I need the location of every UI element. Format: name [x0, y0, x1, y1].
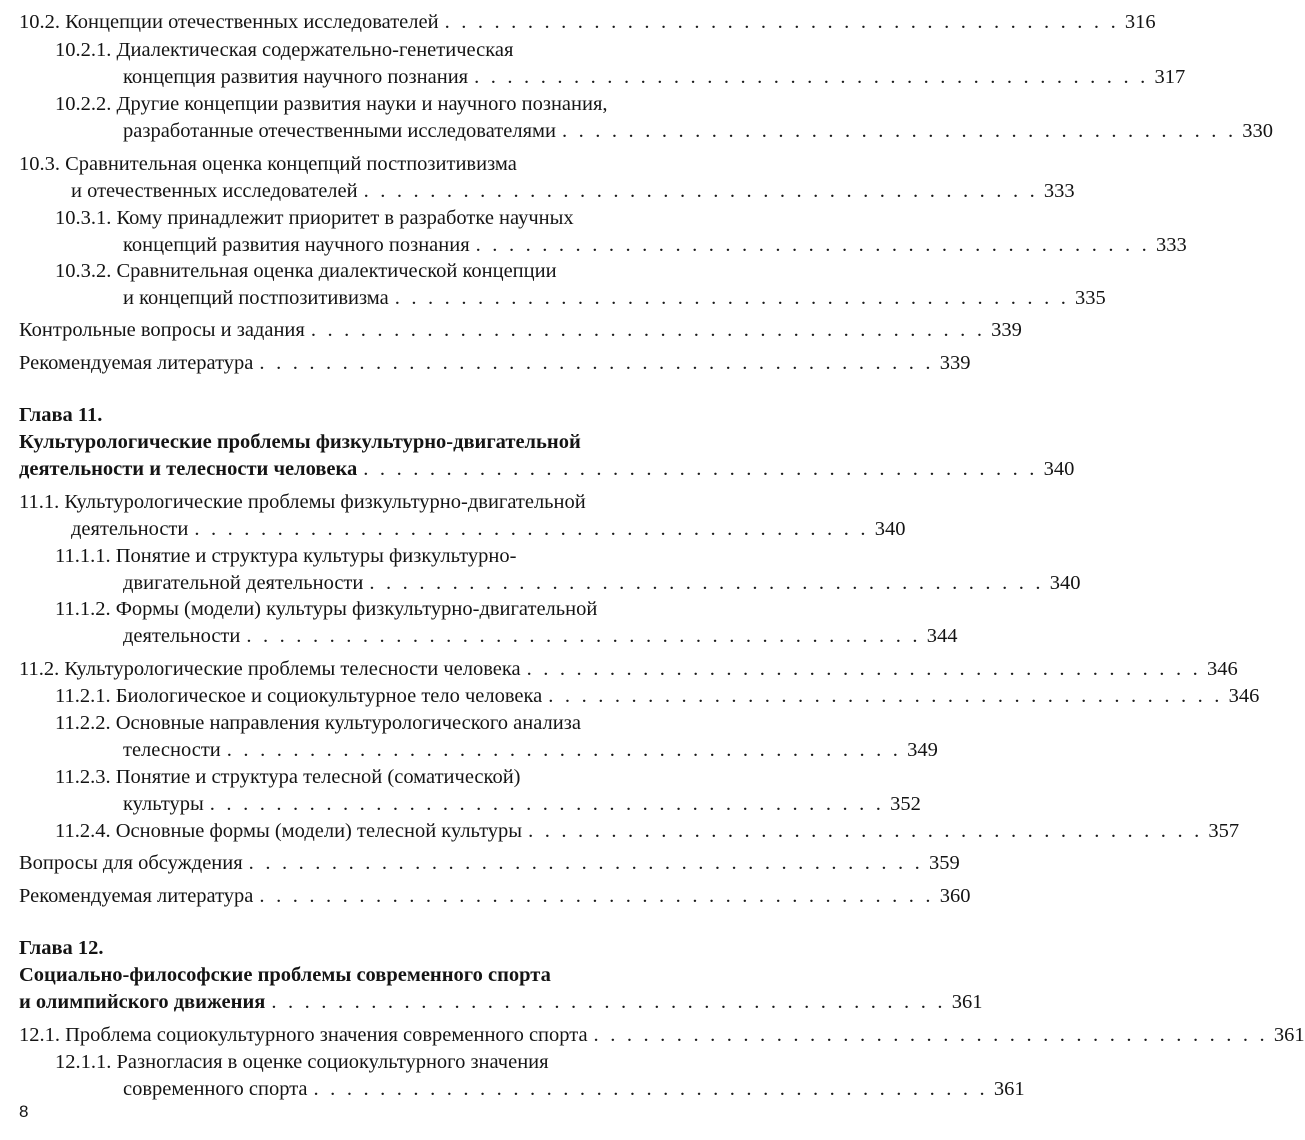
toc-entry-title: 10.2. Концепции отечественных исследователей [19, 11, 439, 33]
toc-entry-title: 11.2. Культурологические проблемы телесности человека [19, 658, 521, 680]
toc-entry-title-cont: культуры [123, 793, 204, 815]
toc-entry-literature [0, 350, 971, 377]
toc-entry-title-cont: современного спорта [123, 1078, 308, 1100]
chapter-title: Культурологические проблемы физкультурно-двигательной [19, 431, 581, 453]
toc-entry-title: 12.1.1. Разногласия в оценке социокультурного значения [55, 1051, 549, 1073]
toc-entry-11-2-2 [0, 710, 938, 764]
toc-page-number: 333 [1155, 234, 1187, 256]
toc-entry-title: Вопросы для обсуждения [19, 852, 243, 874]
dot-leader: . . . . . . . . . . . . . . . . . . . . . . . . . . . . . . . . . . . . . . . . . [248, 852, 923, 874]
toc-entry-title: 10.2.1. Диалектическая содержательно-генетическая [55, 39, 514, 61]
toc-entry-11-2-3 [0, 764, 921, 818]
toc-entry-title-cont: и отечественных исследователей [71, 180, 358, 202]
dot-leader: . . . . . . . . . . . . . . . . . . . . . . . . . . . . . . . . . . . . . . . . . [259, 352, 934, 374]
toc-entry-title-cont: концепция развития научного познания [123, 66, 469, 88]
dot-leader: . . . . . . . . . . . . . . . . . . . . . . . . . . . . . . . . . . . . . . . . . [394, 287, 1070, 309]
toc-entry-title: Контрольные вопросы и задания [19, 319, 305, 341]
toc-entry-10-3-2 [0, 258, 1106, 312]
toc-entry-discussion [0, 850, 960, 877]
toc-entry-12-1-1 [0, 1049, 1025, 1103]
toc-entry-title: 11.1. Культурологические проблемы физкультурно-двигательной [19, 491, 586, 513]
dot-leader: . . . . . . . . . . . . . . . . . . . . . . . . . . . . . . . . . . . . . . . . . [474, 66, 1149, 88]
page-number-folio: 8 [19, 1102, 29, 1121]
toc-entry-title-cont: и концепций постпозитивизма [123, 287, 389, 309]
chapter-label: Глава 12. [19, 937, 104, 959]
toc-entry-title: Рекомендуемая литература [19, 352, 254, 374]
dot-leader: . . . . . . . . . . . . . . . . . . . . . . . . . . . . . . . . . . . . . . . . . [369, 572, 1044, 594]
dot-leader: . . . . . . . . . . . . . . . . . . . . . . . . . . . . . . . . . . . . . . . . . [363, 458, 1038, 480]
toc-entry-title-cont: двигательной деятельности [123, 572, 364, 594]
dot-leader: . . . . . . . . . . . . . . . . . . . . . . . . . . . . . . . . . . . . . . . . . [548, 685, 1223, 707]
toc-page-number: 340 [1043, 458, 1075, 480]
toc-page-number: 346 [1206, 658, 1238, 680]
toc-entry-title: 10.3.1. Кому принадлежит приоритет в разработке научных [55, 207, 574, 229]
toc-page-number: 340 [1049, 572, 1081, 594]
toc-entry-10-3 [0, 151, 1075, 205]
dot-leader: . . . . . . . . . . . . . . . . . . . . . . . . . . . . . . . . . . . . . . . . . [528, 820, 1203, 842]
toc-entry-title-cont: концепций развития научного познания [123, 234, 470, 256]
toc-entry-title-cont: разработанные отечественными исследователями [123, 120, 556, 142]
toc-entry-literature-2 [0, 883, 971, 910]
toc-page-number: 330 [1242, 120, 1274, 142]
dot-leader: . . . . . . . . . . . . . . . . . . . . . . . . . . . . . . . . . . . . . . . . . [209, 793, 885, 815]
toc-entry-questions [0, 317, 1022, 344]
toc-page-number: 360 [939, 885, 971, 907]
toc-entry-10-3-1 [0, 205, 1187, 259]
toc-entry-title: 10.2.2. Другие концепции развития науки и научного познания, [55, 93, 608, 115]
toc-page-number: 346 [1228, 685, 1260, 707]
toc-entry-10-2-2 [0, 91, 1274, 145]
toc-entry-11-1-2 [0, 596, 958, 650]
toc-entry-title-cont: деятельности [71, 518, 189, 540]
dot-leader: . . . . . . . . . . . . . . . . . . . . . . . . . . . . . . . . . . . . . . . . . [246, 625, 921, 647]
toc-page-number: 349 [907, 739, 938, 761]
toc-entry-11-2-1 [0, 683, 1260, 710]
toc-entry-title: 12.1. Проблема социокультурного значения современного спорта [19, 1024, 588, 1046]
toc-entry-title: 11.1.1. Понятие и структура культуры физкультурно- [55, 545, 517, 567]
toc-entry-10-2-1 [0, 37, 1186, 91]
chapter-title-cont: деятельности и телесности человека [19, 458, 358, 480]
dot-leader: . . . . . . . . . . . . . . . . . . . . . . . . . . . . . . . . . . . . . . . . . [271, 991, 946, 1013]
toc-page-number: 335 [1075, 287, 1106, 309]
toc-page-number: 340 [874, 518, 906, 540]
chapter-label: Глава 11. [19, 404, 103, 426]
toc-page-number: 339 [939, 352, 971, 374]
chapter-title-cont: и олимпийского движения [19, 991, 266, 1013]
dot-leader: . . . . . . . . . . . . . . . . . . . . . . . . . . . . . . . . . . . . . . . . . [561, 120, 1237, 142]
toc-page-number: 339 [991, 319, 1022, 341]
toc-page-number: 357 [1208, 820, 1240, 842]
toc-entry-title-cont: деятельности [123, 625, 241, 647]
toc-entry-11-2-4 [0, 818, 1240, 845]
toc-entry-11-1-1 [0, 543, 1081, 597]
dot-leader: . . . . . . . . . . . . . . . . . . . . . . . . . . . . . . . . . . . . . . . . . [363, 180, 1038, 202]
dot-leader: . . . . . . . . . . . . . . . . . . . . . . . . . . . . . . . . . . . . . . . . . [226, 739, 902, 761]
toc-entry-title: 11.2.2. Основные направления культурологического анализа [55, 712, 581, 734]
toc-entry-title: 10.3. Сравнительная оценка концепций постпозитивизма [19, 153, 517, 175]
dot-leader: . . . . . . . . . . . . . . . . . . . . . . . . . . . . . . . . . . . . . . . . . [310, 319, 986, 341]
toc-entry-title: 11.2.3. Понятие и структура телесной (соматической) [55, 766, 521, 788]
toc-page-number: 361 [951, 991, 983, 1013]
dot-leader: . . . . . . . . . . . . . . . . . . . . . . . . . . . . . . . . . . . . . . . . . [475, 234, 1150, 256]
toc-entry-11-2 [0, 656, 1238, 683]
dot-leader: . . . . . . . . . . . . . . . . . . . . . . . . . . . . . . . . . . . . . . . . . [259, 885, 934, 907]
chapter-title: Социально-философские проблемы современного спорта [19, 964, 551, 986]
toc-entry-title: 11.2.4. Основные формы (модели) телесной культуры [55, 820, 523, 842]
toc-page-number: 333 [1043, 180, 1075, 202]
toc-entry-10-2 [0, 9, 1156, 36]
dot-leader: . . . . . . . . . . . . . . . . . . . . . . . . . . . . . . . . . . . . . . . . . [444, 11, 1119, 33]
toc-page-number: 344 [926, 625, 958, 647]
toc-chapter-11 [0, 429, 1075, 483]
dot-leader: . . . . . . . . . . . . . . . . . . . . . . . . . . . . . . . . . . . . . . . . . [593, 1024, 1268, 1046]
dot-leader: . . . . . . . . . . . . . . . . . . . . . . . . . . . . . . . . . . . . . . . . . [526, 658, 1201, 680]
toc-page-number: 317 [1154, 66, 1186, 88]
toc-entry-12-1 [0, 1022, 1305, 1049]
toc-page-number: 359 [929, 852, 960, 874]
toc-entry-title: 11.2.1. Биологическое и социокультурное тело человека [55, 685, 543, 707]
dot-leader: . . . . . . . . . . . . . . . . . . . . . . . . . . . . . . . . . . . . . . . . . [313, 1078, 988, 1100]
toc-chapter-12 [0, 962, 983, 1016]
toc-entry-title: 10.3.2. Сравнительная оценка диалектической концепции [55, 260, 557, 282]
toc-entry-11-1 [0, 489, 906, 543]
dot-leader: . . . . . . . . . . . . . . . . . . . . . . . . . . . . . . . . . . . . . . . . . [194, 518, 869, 540]
toc-entry-title: Рекомендуемая литература [19, 885, 254, 907]
toc-page-number: 361 [993, 1078, 1025, 1100]
toc-page-number: 361 [1273, 1024, 1305, 1046]
toc-page-number: 352 [890, 793, 921, 815]
toc-entry-title: 11.1.2. Формы (модели) культуры физкультурно-двигательной [55, 598, 598, 620]
toc-page-number: 316 [1124, 11, 1156, 33]
toc-entry-title-cont: телесности [123, 739, 221, 761]
